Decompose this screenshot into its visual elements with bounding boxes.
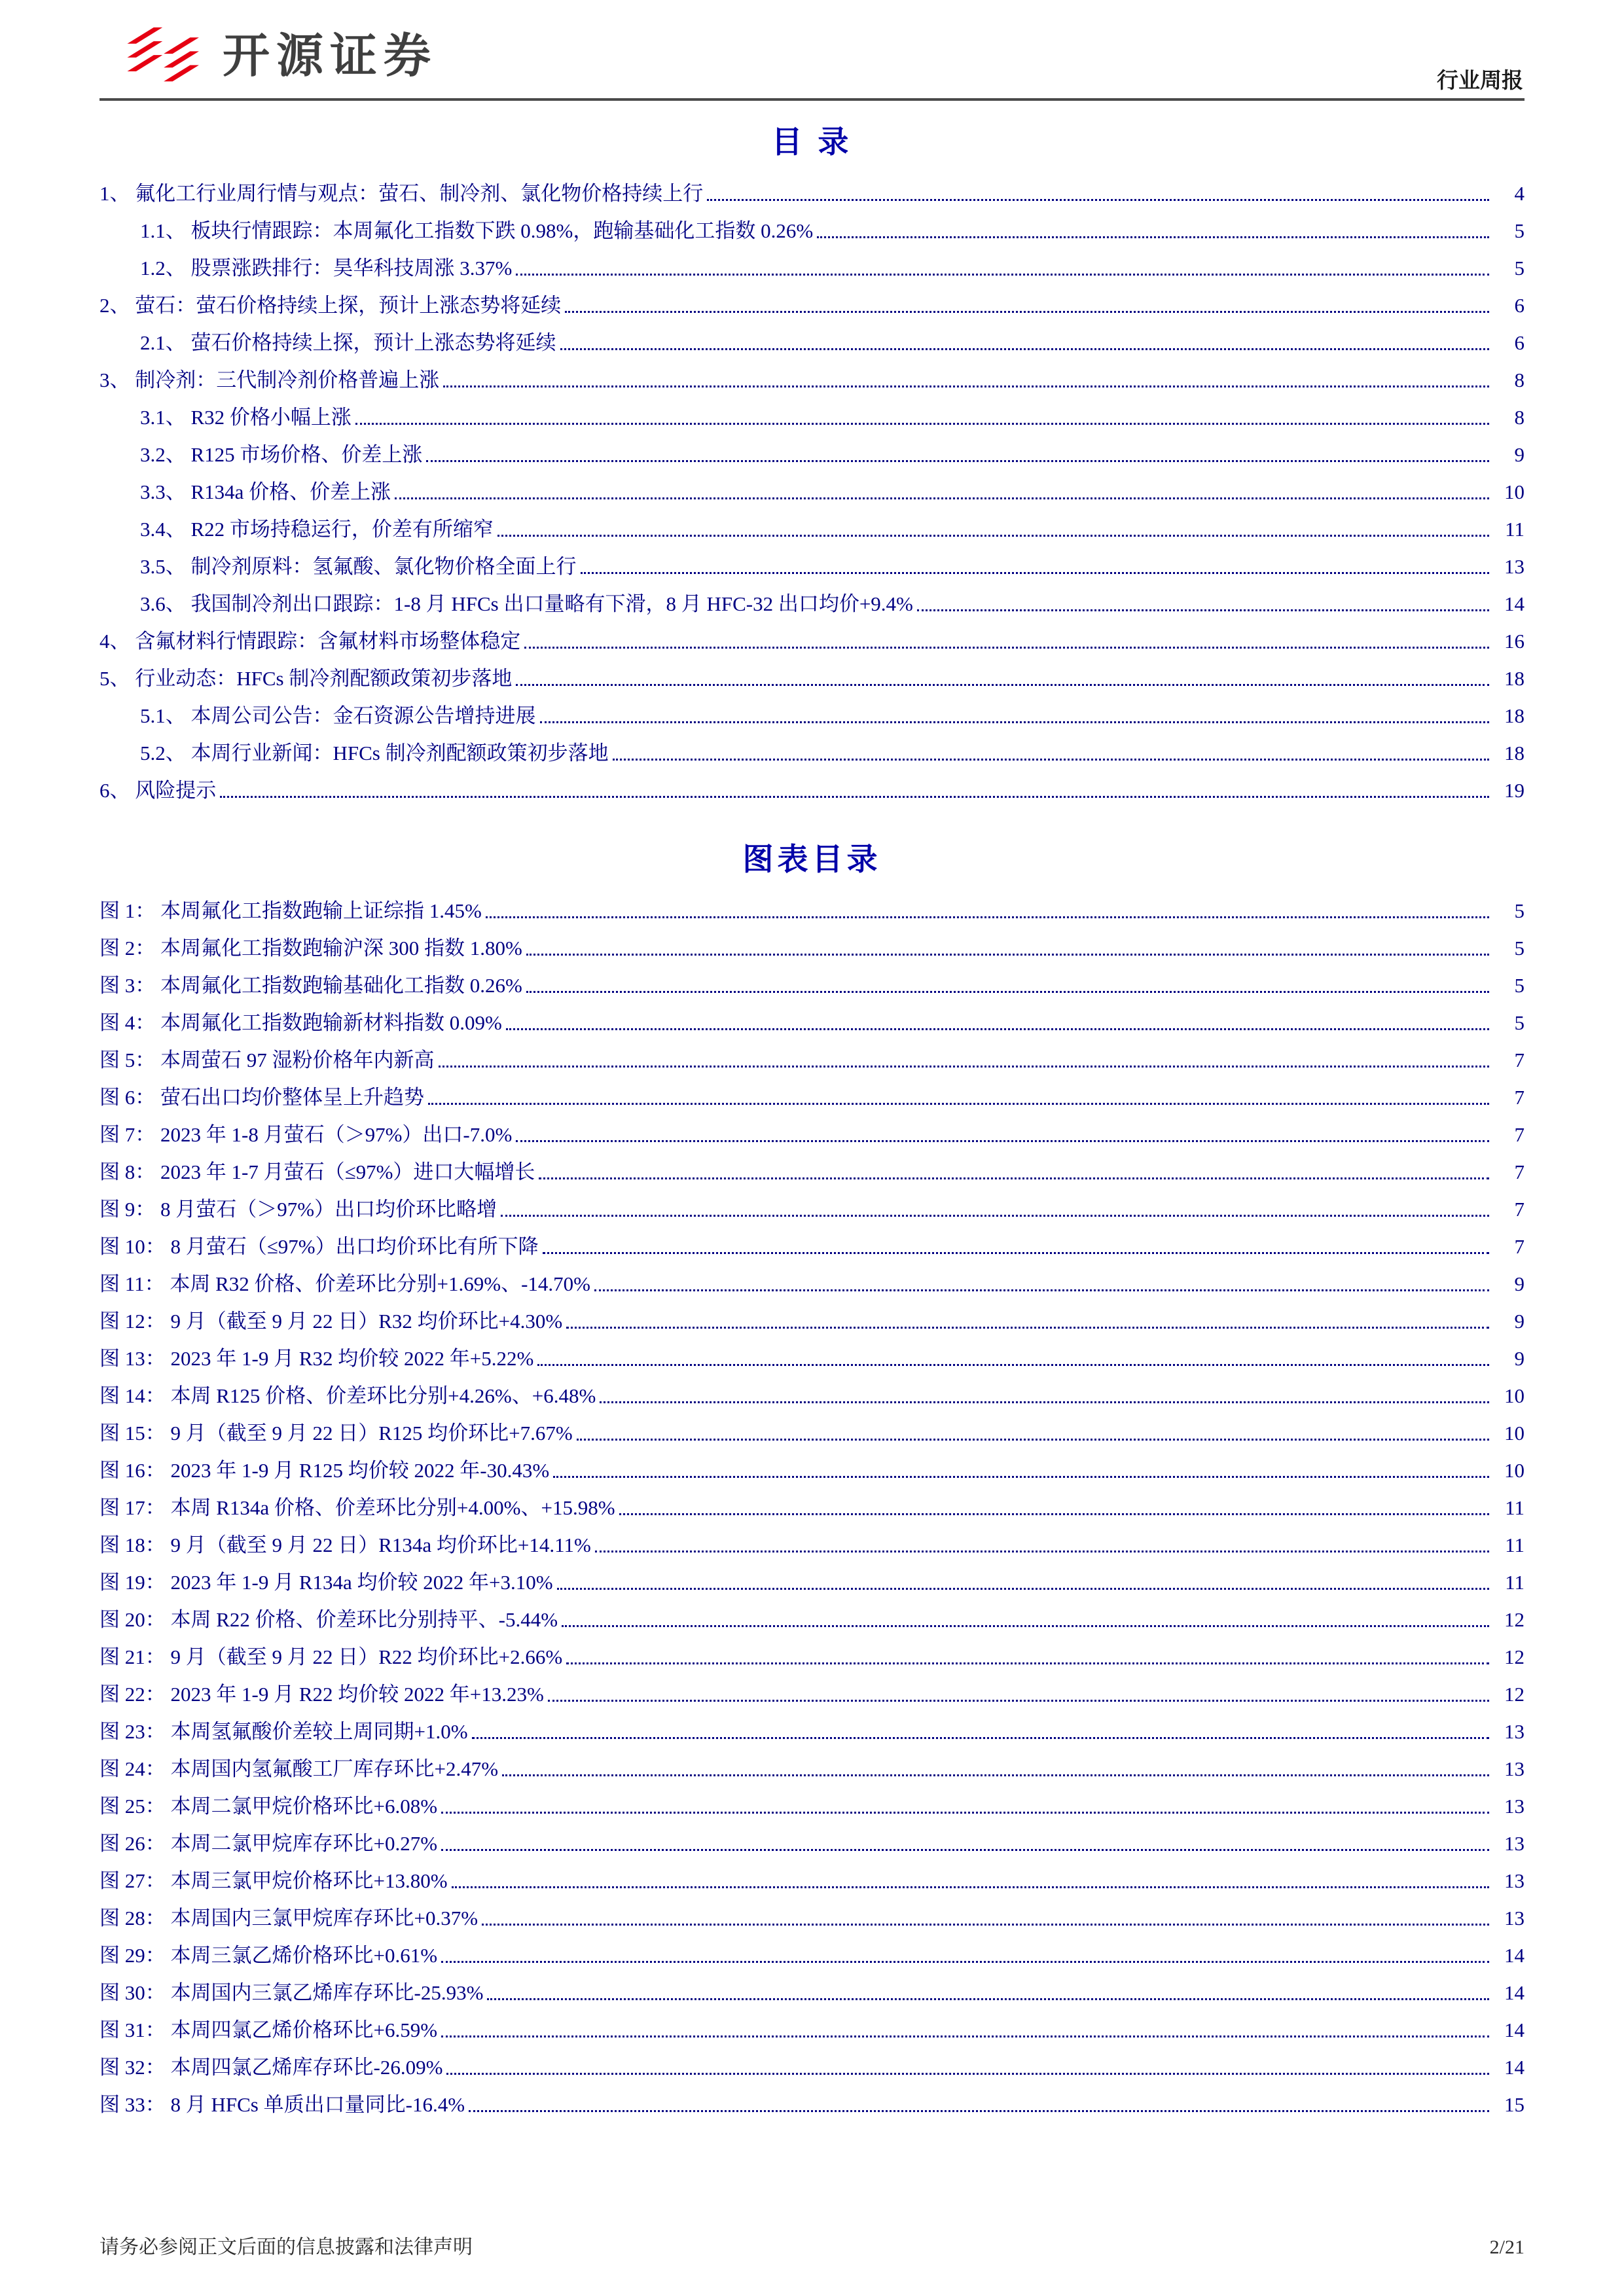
figure-entry: [99, 1601, 1525, 1638]
figure-entry: [99, 1787, 1525, 1825]
toc-entry-label: 3.3、 R134a 价格、价差上涨: [140, 480, 391, 503]
figure-entry: [99, 1974, 1525, 2011]
toc-entry-page-number: 11: [1505, 518, 1525, 541]
figure-entry: [99, 1302, 1525, 1340]
figure-entry-page-number: 5: [1514, 1011, 1525, 1034]
leader-dots: [486, 916, 1489, 918]
figure-entry: [99, 1377, 1525, 1414]
leader-dots: [506, 1028, 1489, 1030]
toc-entry-page-number: 18: [1504, 742, 1525, 764]
figure-entry: [99, 1414, 1525, 1452]
leader-dots: [526, 954, 1489, 956]
toc-entry-label: 2、 萤石：萤石价格持续上探，预计上涨态势将延续: [99, 294, 562, 317]
figure-entry-label: 图 16： 2023 年 1-9 月 R125 均价较 2022 年-30.43%: [99, 1459, 550, 1482]
figure-entry-label: 图 9： 8 月萤石（＞97%）出口均价环比略增: [99, 1198, 497, 1221]
leader-dots: [516, 1140, 1489, 1142]
leader-dots: [548, 1700, 1489, 1702]
toc-entry-page-number: 6: [1514, 294, 1525, 317]
figure-entry-page-number: 14: [1504, 1981, 1525, 2004]
toc-entry-page-number: 9: [1514, 443, 1525, 466]
figure-entry: [99, 1228, 1525, 1265]
toc-entry-label: 1.1、 板块行情跟踪：本周氟化工指数下跌 0.98%，跑输基础化工指数 0.26%: [140, 219, 814, 242]
leader-dots: [613, 759, 1489, 761]
leader-dots: [428, 1103, 1489, 1105]
leader-dots: [443, 386, 1489, 387]
figure-entry: [99, 1564, 1525, 1601]
report-type-label: 行业周报: [1437, 69, 1523, 93]
figure-entry: [99, 967, 1525, 1004]
figure-entry-label: 图 6： 萤石出口均价整体呈上升趋势: [99, 1086, 424, 1109]
toc-entry: [99, 361, 1525, 399]
figure-entry: [99, 1452, 1525, 1489]
leader-dots: [557, 1588, 1489, 1590]
leader-dots: [540, 721, 1490, 723]
figure-entry-label: 图 21： 9 月（截至 9 月 22 日）R22 均价环比+2.66%: [99, 1645, 563, 1668]
figure-entry-label: 图 20： 本周 R22 价格、价差环比分别持平、-5.44%: [99, 1608, 558, 1631]
figure-entry-label: 图 4： 本周氟化工指数跑输新材料指数 0.09%: [99, 1011, 502, 1034]
figure-entry: [99, 892, 1525, 929]
toc-entry-label: 1.2、 股票涨跌排行：昊华科技周涨 3.37%: [140, 257, 513, 279]
figure-entry-page-number: 13: [1504, 1757, 1525, 1780]
figure-entry-page-number: 7: [1514, 1235, 1525, 1258]
toc-entry-label: 3.1、 R32 价格小幅上涨: [140, 406, 352, 429]
figure-entry-page-number: 14: [1504, 1944, 1525, 1967]
figure-entry-label: 图 11： 本周 R32 价格、价差环比分别+1.69%、-14.70%: [99, 1272, 590, 1295]
figures-title: 图表目录: [742, 843, 882, 877]
leader-dots: [497, 535, 1489, 537]
figure-entry-page-number: 9: [1514, 1272, 1525, 1295]
leader-dots: [560, 348, 1490, 350]
figure-entry-label: 图 15： 9 月（截至 9 月 22 日）R125 均价环比+7.67%: [99, 1422, 573, 1444]
leader-dots: [452, 1886, 1489, 1888]
toc-entry: [99, 511, 1525, 548]
toc-entry: [99, 622, 1525, 660]
toc-entry-page-number: 16: [1504, 630, 1525, 653]
leader-dots: [566, 1327, 1489, 1329]
figure-entry: [99, 929, 1525, 967]
toc-entry-page-number: 10: [1504, 480, 1525, 503]
toc-entry-page-number: 18: [1504, 667, 1525, 690]
leader-dots: [502, 1774, 1489, 1776]
figure-entry-label: 图 17： 本周 R134a 价格、价差环比分别+4.00%、+15.98%: [99, 1496, 615, 1519]
toc-entry-page-number: 8: [1514, 368, 1525, 391]
figures-list: [99, 892, 1525, 2123]
leader-dots: [600, 1401, 1489, 1403]
figure-entry: [99, 1750, 1525, 1787]
figure-entry-page-number: 13: [1504, 1869, 1525, 1892]
toc-entry: [99, 473, 1525, 511]
leader-dots: [487, 1998, 1489, 2000]
toc-entry-page-number: 14: [1504, 592, 1525, 615]
figure-entry: [99, 1041, 1525, 1079]
footer-disclaimer: 请务必参阅正文后面的信息披露和法律声明: [99, 2236, 473, 2258]
figure-entry-page-number: 13: [1504, 1907, 1525, 1929]
figure-entry-page-number: 7: [1514, 1123, 1525, 1146]
toc-entry: [99, 212, 1525, 249]
footer-page-number: 2/21: [1489, 2236, 1525, 2258]
leader-dots: [426, 460, 1489, 462]
toc-entry-label: 3、 制冷剂：三代制冷剂价格普遍上涨: [99, 368, 440, 391]
toc-entry: [99, 772, 1525, 809]
figure-entry-label: 图 27： 本周三氯甲烷价格环比+13.80%: [99, 1869, 448, 1892]
figure-entry-page-number: 7: [1514, 1198, 1525, 1221]
figure-entry-page-number: 9: [1514, 1347, 1525, 1370]
figure-entry-page-number: 10: [1504, 1422, 1525, 1444]
leader-dots: [441, 2036, 1489, 2037]
leader-dots: [594, 1289, 1489, 1291]
toc-entry-page-number: 8: [1514, 406, 1525, 429]
leader-dots: [553, 1476, 1489, 1478]
figure-entry-label: 图 3： 本周氟化工指数跑输基础化工指数 0.26%: [99, 974, 522, 997]
figure-entry-label: 图 8： 2023 年 1-7 月萤石（≤97%）进口大幅增长: [99, 1160, 535, 1183]
figure-entry-page-number: 12: [1504, 1645, 1525, 1668]
figure-entry-label: 图 33： 8 月 HFCs 单质出口量同比-16.4%: [99, 2093, 465, 2116]
figure-entry-page-number: 13: [1504, 1795, 1525, 1818]
figure-entry: [99, 1713, 1525, 1750]
figure-entry-page-number: 7: [1514, 1086, 1525, 1109]
figure-entry-label: 图 25： 本周二氯甲烷价格环比+6.08%: [99, 1795, 438, 1818]
figure-entry-page-number: 9: [1514, 1310, 1525, 1333]
toc-entry-label: 5.2、 本周行业新闻：HFCs 制冷剂配额政策初步落地: [140, 742, 609, 764]
figure-entry-page-number: 10: [1504, 1459, 1525, 1482]
leader-dots: [441, 1812, 1489, 1814]
figure-entry-label: 图 23： 本周氢氟酸价差较上周同期+1.0%: [99, 1720, 468, 1743]
figure-entry-label: 图 26： 本周二氯甲烷库存环比+0.27%: [99, 1832, 438, 1855]
figure-entry-page-number: 13: [1504, 1832, 1525, 1855]
figure-entry-label: 图 18： 9 月（截至 9 月 22 日）R134a 均价环比+14.11%: [99, 1534, 591, 1556]
figure-entry-page-number: 5: [1514, 937, 1525, 960]
brand-name: 开源证券: [223, 30, 438, 82]
leader-dots: [537, 1364, 1489, 1366]
leader-dots: [524, 647, 1489, 649]
figure-entry-label: 图 32： 本周四氯乙烯库存环比-26.09%: [99, 2056, 443, 2079]
figure-entry: [99, 1526, 1525, 1564]
toc-entry-label: 5、 行业动态：HFCs 制冷剂配额政策初步落地: [99, 667, 513, 690]
leader-dots: [446, 2073, 1489, 2075]
toc-entry-label: 3.5、 制冷剂原料：氢氟酸、氯化物价格全面上行: [140, 555, 577, 578]
figure-entry-label: 图 13： 2023 年 1-9 月 R32 均价较 2022 年+5.22%: [99, 1347, 534, 1370]
figure-entry: [99, 1153, 1525, 1191]
toc-entry: [99, 660, 1525, 697]
leader-dots: [355, 423, 1489, 425]
figure-entry: [99, 1004, 1525, 1041]
figure-entry-label: 图 19： 2023 年 1-9 月 R134a 均价较 2022 年+3.10%: [99, 1571, 553, 1594]
toc-entry-label: 4、 含氟材料行情跟踪：含氟材料市场整体稳定: [99, 630, 521, 653]
toc-entry-page-number: 6: [1514, 331, 1525, 354]
figure-entry: [99, 1937, 1525, 1974]
figure-entry-label: 图 5： 本周萤石 97 湿粉价格年内新高: [99, 1049, 435, 1071]
leader-dots: [220, 796, 1489, 798]
figure-entry-page-number: 7: [1514, 1160, 1525, 1183]
toc-entry: [99, 436, 1525, 473]
figure-entry: [99, 1340, 1525, 1377]
toc-entry-label: 3.4、 R22 市场持稳运行，价差有所缩窄: [140, 518, 494, 541]
figure-entry-page-number: 7: [1514, 1049, 1525, 1071]
figure-entry-page-number: 10: [1504, 1384, 1525, 1407]
figure-entry-label: 图 1： 本周氟化工指数跑输上证综指 1.45%: [99, 899, 482, 922]
toc-entry-page-number: 13: [1504, 555, 1525, 578]
leader-dots: [441, 1961, 1489, 1963]
toc-entry-label: 3.6、 我国制冷剂出口跟踪：1-8 月 HFCs 出口量略有下滑，8 月 HFC-32 出口均价+9.4%: [140, 592, 913, 615]
figure-entry-label: 图 2： 本周氟化工指数跑输沪深 300 指数 1.80%: [99, 937, 522, 960]
toc-entry: [99, 548, 1525, 585]
figure-entry-label: 图 7： 2023 年 1-8 月萤石（＞97%）出口-7.0%: [99, 1123, 513, 1146]
toc-entry-label: 2.1、 萤石价格持续上探，预计上涨态势将延续: [140, 331, 556, 354]
figure-entry-page-number: 11: [1505, 1571, 1525, 1594]
figure-entry-page-number: 5: [1514, 899, 1525, 922]
leader-dots: [817, 236, 1489, 238]
toc-entry-page-number: 5: [1514, 219, 1525, 242]
header-divider: [99, 98, 1525, 101]
toc-entry-page-number: 19: [1504, 779, 1525, 802]
leader-dots: [395, 497, 1489, 499]
figure-entry: [99, 1079, 1525, 1116]
figure-entry: [99, 2086, 1525, 2123]
leader-dots: [543, 1252, 1489, 1254]
figure-entry: [99, 1676, 1525, 1713]
leader-dots: [441, 1849, 1489, 1851]
figure-entry-page-number: 14: [1504, 2056, 1525, 2079]
leader-dots: [516, 684, 1489, 686]
figure-entry-page-number: 15: [1504, 2093, 1525, 2116]
leader-dots: [482, 1924, 1489, 1926]
leader-dots: [707, 199, 1489, 201]
toc-entry-page-number: 4: [1514, 182, 1525, 205]
toc-entry: [99, 287, 1525, 324]
toc-entry: [99, 175, 1525, 212]
toc-entry-page-number: 5: [1514, 257, 1525, 279]
leader-dots: [439, 1066, 1490, 1067]
figure-entry: [99, 1862, 1525, 1899]
leader-dots: [581, 572, 1490, 574]
figure-entry-page-number: 12: [1504, 1608, 1525, 1631]
leader-dots: [562, 1625, 1489, 1627]
leader-dots: [526, 991, 1489, 993]
figure-entry-page-number: 13: [1504, 1720, 1525, 1743]
figure-entry-page-number: 11: [1505, 1496, 1525, 1519]
figure-entry-page-number: 12: [1504, 1683, 1525, 1706]
toc-entry: [99, 324, 1525, 361]
figure-entry: [99, 1265, 1525, 1302]
toc-title: 目 录: [771, 126, 853, 160]
leader-dots: [516, 274, 1489, 276]
leader-dots: [595, 1551, 1489, 1552]
figure-entry: [99, 1489, 1525, 1526]
report-header: [99, 24, 1525, 94]
leader-dots: [577, 1439, 1489, 1441]
leader-dots: [469, 2110, 1489, 2112]
figure-entry-label: 图 12： 9 月（截至 9 月 22 日）R32 均价环比+4.30%: [99, 1310, 563, 1333]
brand-logo: [122, 25, 437, 88]
brand-logo-icon: [122, 25, 211, 88]
toc-entry: [99, 585, 1525, 622]
toc-entry: [99, 249, 1525, 287]
toc-entry-label: 6、 风险提示: [99, 779, 217, 802]
figure-entry: [99, 1638, 1525, 1676]
figure-entry-page-number: 14: [1504, 2018, 1525, 2041]
figure-entry-label: 图 22： 2023 年 1-9 月 R22 均价较 2022 年+13.23%: [99, 1683, 544, 1706]
toc-entry: [99, 399, 1525, 436]
toc-entry-label: 1、 氟化工行业周行情与观点：萤石、制冷剂、氯化物价格持续上行: [99, 182, 704, 205]
figure-entry: [99, 2049, 1525, 2086]
figure-entry-page-number: 11: [1505, 1534, 1525, 1556]
figure-entry: [99, 1899, 1525, 1937]
figure-entry-label: 图 14： 本周 R125 价格、价差环比分别+4.26%、+6.48%: [99, 1384, 596, 1407]
figure-entry-label: 图 30： 本周国内三氯乙烯库存环比-25.93%: [99, 1981, 484, 2004]
leader-dots: [917, 609, 1489, 611]
figure-entry-label: 图 10： 8 月萤石（≤97%）出口均价环比有所下降: [99, 1235, 539, 1258]
toc-entry: [99, 734, 1525, 772]
toc-entry: [99, 697, 1525, 734]
toc-entry-label: 3.2、 R125 市场价格、价差上涨: [140, 443, 423, 466]
figure-entry: [99, 1116, 1525, 1153]
figure-entry-label: 图 28： 本周国内三氯甲烷库存环比+0.37%: [99, 1907, 478, 1929]
page-footer: [99, 2231, 1525, 2259]
toc-list: [99, 175, 1525, 809]
figure-entry: [99, 2011, 1525, 2049]
figure-entry-label: 图 29： 本周三氯乙烯价格环比+0.61%: [99, 1944, 438, 1967]
leader-dots: [565, 311, 1489, 313]
leader-dots: [566, 1662, 1489, 1664]
leader-dots: [472, 1737, 1489, 1739]
toc-entry-label: 5.1、 本周公司公告：金石资源公告增持进展: [140, 704, 536, 727]
toc-entry-page-number: 18: [1504, 704, 1525, 727]
figure-entry-label: 图 24： 本周国内氢氟酸工厂库存环比+2.47%: [99, 1757, 499, 1780]
figure-entry-page-number: 5: [1514, 974, 1525, 997]
leader-dots: [619, 1513, 1489, 1515]
leader-dots: [539, 1177, 1489, 1179]
figure-entry: [99, 1191, 1525, 1228]
figure-entry-label: 图 31： 本周四氯乙烯价格环比+6.59%: [99, 2018, 438, 2041]
leader-dots: [501, 1215, 1489, 1217]
figure-entry: [99, 1825, 1525, 1862]
